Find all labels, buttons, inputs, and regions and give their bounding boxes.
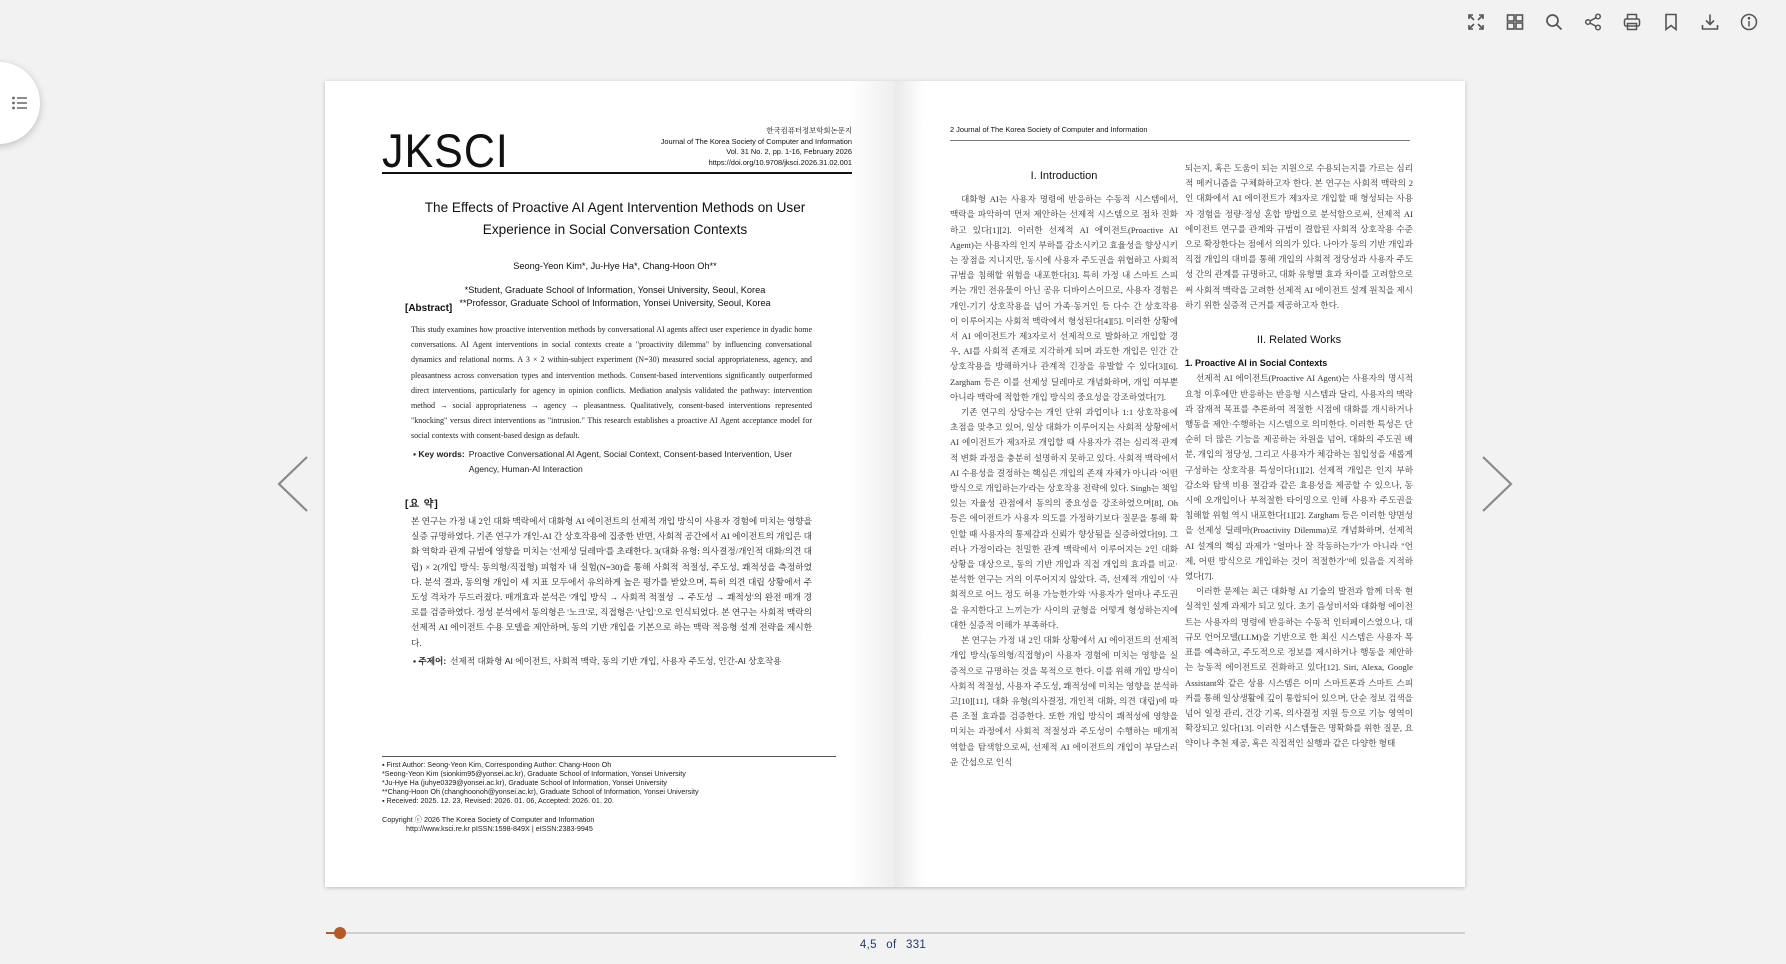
right-column (1185, 161, 1413, 752)
running-head-rule (950, 140, 1410, 141)
footnote-rule (382, 756, 836, 757)
section-heading-related-works: II. Related Works (1256, 334, 1342, 347)
page-5 (895, 81, 1465, 887)
search-icon[interactable] (1534, 10, 1573, 34)
copyright (382, 816, 594, 833)
paper-title (375, 197, 855, 241)
journal-doi[interactable]: https://doi.org/10.9708/jksci.2026.31.02.001 (708, 157, 852, 167)
affiliation-student: *Student, Graduate School of Information, Yonsei University, Seoul, Korea (464, 285, 766, 295)
slider-thumb[interactable] (334, 927, 346, 939)
slider-track (326, 932, 1465, 934)
next-page-button[interactable] (1478, 452, 1518, 516)
print-icon[interactable] (1612, 10, 1651, 34)
copyright-line: http://www.ksci.re.kr pISSN:1598-849X | eISSN:2383-9945 (406, 823, 593, 833)
info-icon[interactable] (1729, 10, 1768, 34)
book-spread (325, 81, 1465, 887)
page-counter (0, 939, 1786, 951)
viewer-toolbar (1456, 10, 1768, 34)
keywords-text: Proactive Conversational AI Agent, Social Context, Consent-based Intervention, User Agency, Human-AI Interaction (468, 449, 793, 474)
subsection-heading: 1. Proactive AI in Social Contexts (1185, 358, 1328, 369)
footnotes (382, 760, 852, 805)
section-heading-introduction: I. Introduction (1030, 170, 1098, 182)
korean-keywords-text: 선제적 대화형 AI 에이전트, 사회적 맥락, 동의 기반 개입, 사용자 주도성, 인간-AI 상호작용 (450, 656, 782, 666)
list-icon (10, 93, 30, 113)
footnote-line: ▪ First Author: Seong-Yeon Kim, Corresponding Author: Chang-Hoon Oh (382, 760, 612, 769)
grid-view-icon[interactable] (1495, 10, 1534, 34)
paper-title-line: The Effects of Proactive AI Agent Intervention Methods on User (424, 200, 806, 215)
paragraph: 이러한 문제는 최근 대화형 AI 기술의 발전과 함께 더욱 현실적인 설계 과제가 되고 있다. 초기 음성비서와 대화형 에이전트는 사용자의 명령에 반응하는 수동적 인터페이스였으나, 대규모 언어모델(LLM)을 기반으로 한 최신 시스템은 사용자 목표를 예측하고, 주도적으로 정보를 제시하거나 행동을 제안하는 능동적 에이전트로 진화하고 있다[12]. Siri, Alexa, Google Assistant와 같은 상용 시스템은 이미 스마트폰과 스마트 스피커를 통해 일상생활에 깊이 통합되어 있으며, 단순 정보 검색을 넘어 일정 관리, 건강 기록, 의사결정 지원 등으로 기능 영역이 확장되고 있다[13]. 이러한 시스템들은 명확화를 위한 질문, 요약이나 추천 제공, 혹은 직접적인 실행과 같은 다양한 형태 (1185, 586, 1413, 749)
affiliation-professor: **Professor, Graduate School of Information, Yonsei University, Seoul, Korea (459, 298, 771, 308)
footnote-line: ▪ Received: 2025. 12. 23, Revised: 2026. 01. 06, Accepted: 2026. 01. 20. (382, 796, 614, 806)
copyright-line: Copyright ⓒ 2026 The Korea Society of Computer and Information (382, 815, 595, 824)
paragraph: 되는지, 혹은 도움이 되는 지원으로 수용되는지를 가르는 심리적 메커니즘을 구체화하고자 한다. 본 연구는 사회적 맥락의 2인 대화에서 AI 에이전트가 제3자로 개입할 때 형성되는 사용자 경험을 정량·정성 혼합 방법으로 분석함으로써, 선제적 AI 에이전트 연구를 관계와 규범이 결합된 사회적 상호작용 수준으로 확장한다는 점에서 의의가 있다. 나아가 동의 기반 개입과 직접 개입의 대비를 통해 개입의 사회적 정당성과 사용자 주도성 간의 관계를 규명하고, 대화 유형별 효과 차이를 고려함으로써 사회적 맥락을 고려한 선제적 AI 에이전트 설계 원칙을 제시하기 위한 실증적 근거를 제공하고자 한다. (1185, 163, 1413, 310)
abstract-body: This study examines how proactive intervention methods by conversational AI agents affect user experience in dyadic home conversations. AI Agent interventions in social contexts create a "proactivity dilemma" by influencing conversational dynamics and relational norms. A 3 × 2 within-subject experiment (N=30) measured social appropriateness, agency, and pleasantness across conversation types and intervention methods. Consent-based interventions significantly outperformed direct interventions, particularly for agency in opinion conflicts. Mediation analysis validated the pathway: intervention method → social appropriateness → agency → pleasantness. Qualitatively, consent-based interventions represented "knocking" versus direct interventions as "intrusion." This research establishes a proactive AI Agent acceptance model for social contexts with consent-based design as default. (411, 325, 812, 441)
bookmark-icon[interactable] (1651, 10, 1690, 34)
korean-keywords-label: ▪ 주제어: (413, 656, 447, 666)
of-label: of (886, 939, 897, 951)
korean-abstract-body: 본 연구는 가정 내 2인 대화 맥락에서 대화형 AI 에이전트의 선제적 개입 방식이 사용자 경험에 미치는 영향을 실증 규명하였다. 기존 연구가 개인-AI 간 상호작용에 집중한 반면, 사회적 공간에서 AI 에이전트의 개입은 대화 역학과 관계 규범에 영향을 미치는 '선제성 딜레마'를 초래한다. 3(대화 유형: 의사결정/개인적 대화/의견 대립) × 2(개입 방식: 동의형/직접형) 피험자 내 실험(N=30)을 통해 사회적 적절성, 주도성, 쾌적성을 측정하였다. 분석 결과, 동의형 개입이 세 지표 모두에서 유의하게 높은 평가를 받았으며, 특히 의견 대립 상황에서 주도성 격차가 두드러졌다. 매개효과 분석은 '개입 방식 → 사회적 적절성 → 주도성 → 쾌적성'의 완전 매개 경로를 검증하였다. 정성 분석에서 동의형은 '노크'로, 직접형은 '난입'으로 인식되었다. 본 연구는 사회적 맥락의 선제적 AI 에이전트 수용 모델을 제안하며, 동의 기반 개입을 기본으로 하는 맥락 적응형 설계 전략을 제시한다. (411, 516, 812, 648)
journal-header (661, 126, 852, 168)
journal-english-name: Journal of The Korea Society of Computer and Information (660, 136, 852, 146)
korean-keywords (413, 654, 813, 669)
left-column (950, 161, 1178, 770)
total-pages: 331 (906, 939, 927, 951)
footnote-line: *Ju-Hye Ha (juhye0329@yonsei.ac.kr), Graduate School of Information, Yonsei University (382, 778, 667, 788)
paragraph: 본 연구는 가정 내 2인 대화 상황에서 AI 에이전트의 선제적 개입 방식(동의형/직접형)이 사용자 경험에 미치는 영향을 실증적으로 규명하는 것을 목적으로 한다. 이를 위해 개입 방식이 사회적 적절성, 사용자 주도성, 쾌적성에 미치는 영향을 분석하고[10][11], 대화 유형(의사결정, 개인적 대화, 의견 대립)에 따른 조절 효과를 검증한다. 또한 개입 방식이 쾌적성에 영향을 미치는 과정에서 사회적 적절성과 주도성이 수행하는 매개적 역할을 탐색함으로써, 선제적 AI 에이전트의 개입이 부담스러운 간섭으로 인식 (950, 635, 1178, 767)
paper-title-line: Experience in Social Conversation Contexts (482, 222, 748, 237)
current-pages: 4,5 (859, 939, 877, 951)
page-4 (325, 81, 895, 887)
footnote-line: *Seong-Yeon Kim (sionkim95@yonsei.ac.kr), Graduate School of Information, Yonsei University (382, 769, 686, 779)
chevron-left-icon (273, 453, 311, 515)
journal-logo: JKSCI (382, 125, 509, 178)
author-list: Seong-Yeon Kim*, Ju-Hye Ha*, Chang-Hoon Oh** (513, 261, 717, 271)
paragraph: 기존 연구의 상당수는 개인 단위 과업이나 1:1 상호작용에 초점을 맞추고 있어, 일상 대화가 이루어지는 사회적 상황에서 AI 에이전트가 제3자로 개입할 때 사용자가 겪는 심리적·관계적 변화 과정을 충분히 설명하지 못하고 있다. 사회적 맥락에서 AI 수용성을 결정하는 핵심은 개입의 존재 자체가 아니라 '어떤 방식으로 개입하는가'라는 상호작용 전략에 있다. Singh는 책임 있는 자율성 관점에서 동의의 중요성을 강조하였으며[8], Oh 등은 에이전트가 사용자 의도를 가정하기보다 질문을 통해 확인할 때 사용자의 통제감과 신뢰가 향상됨을 실증하였다[9]. 그러나 가정이라는 친밀한 관계 맥락에서 이루어지는 2인 대화 상황을 대상으로, 동의 기반 개입과 직접 개입의 효과를 비교·분석한 연구는 거의 이루어지지 않았다. 즉, 선제적 개입이 '사회적으로 어느 정도 허용 가능한가'와 '사용자가 얼마나 주도권을 유지한다고 느끼는가' 사이의 균형을 어떻게 형성하는지에 대한 실증적 이해가 부족하다. (950, 407, 1178, 630)
chevron-right-icon (1479, 453, 1517, 515)
header-rule (382, 172, 852, 174)
keywords-label: ▪ Key words: (413, 449, 465, 459)
paragraph: 선제적 AI 에이전트(Proactive AI Agent)는 사용자의 명시적 요청 이후에만 반응하는 반응형 시스템과 달리, 사용자의 맥락과 잠재적 목표를 추론하여 적절한 시점에 대화를 개시하거나 행동을 제안·수행하는 시스템으로 의미한다. 이러한 특성은 단순히 더 많은 기능을 제공하는 차원을 넘어, 대화의 주도권 배분, 개입의 정당성, 그리고 사용자가 체감하는 침입성을 새롭게 구성하는 상호작용 특성이다[1][2]. 선제적 개입은 인지 부하 감소와 탐색 비용 절감과 같은 효용성을 제공할 수 있으나, 동시에 오개입이나 부적절한 타이밍으로 인해 사용자 주도권을 침해할 위험 역시 내포한다[1][2]. Zargham 등은 이러한 양면성을 선제성 딜레마(Proactivity Dilemma)로 개념화하며, 선제적 AI 설계의 핵심 과제가 "얼마나 잘 작동하는가"가 아니라 "언제, 어떤 방식으로 개입하는 것이 적절한가"에 있음을 지적하였다[7]. (1185, 373, 1413, 582)
footnote-line: **Chang-Hoon Oh (changhoonoh@yonsei.ac.kr), Graduate School of Information, Yonsei University (382, 787, 699, 797)
previous-page-button[interactable] (272, 452, 312, 516)
share-icon[interactable] (1573, 10, 1612, 34)
journal-korean-name: 한국컴퓨터정보학회논문지 (766, 126, 852, 135)
running-head: 2 Journal of The Korea Society of Computer and Information (950, 125, 1148, 134)
journal-volume: Vol. 31 No. 2, pp. 1-16, February 2026 (726, 147, 852, 157)
keywords (413, 447, 813, 477)
fullscreen-icon[interactable] (1456, 10, 1495, 34)
toc-toggle-button[interactable] (0, 62, 40, 144)
korean-abstract-heading: [요 약] (405, 499, 439, 510)
abstract-heading: [Abstract] (405, 303, 453, 314)
download-icon[interactable] (1690, 10, 1729, 34)
paragraph: 대화형 AI는 사용자 명령에 반응하는 수동적 시스템에서, 맥락을 파악하여 먼저 제안하는 선제적 시스템으로 점차 진화하고 있다[1][2]. 이러한 선제적 AI 에이전트(Proactive AI Agent)는 사용자의 인지 부하를 감소시키고 효율성을 향상시키는 장점을 지니지만, 동시에 사용자 주도권을 위협하고 사회적 규범을 침해할 위험을 내포한다[3]. 특히 가정 내 스마트 스피커는 개인 전유물이 아닌 공유 디바이스이므로, 사용자 경험은 개인-기기 상호작용을 넘어 가족·동거인 등 다수 간 상호작용이 이루어지는 사회적 맥락에서 형성된다[4][5]. 이러한 상황에서 AI 에이전트가 제3자로서 선제적으로 발화하고 개입할 경우, AI를 사회적 존재로 지각하게 되며 과도한 개입은 인간 간 상호작용을 방해하거나 관계적 긴장을 유발할 수 있다[3][6]. Zargham 등은 이를 선제성 딜레마로 개념화하며, 개입 여부뿐 아니라 맥락에 적합한 개입 방식의 중요성을 강조하였다[7]. (950, 194, 1178, 402)
